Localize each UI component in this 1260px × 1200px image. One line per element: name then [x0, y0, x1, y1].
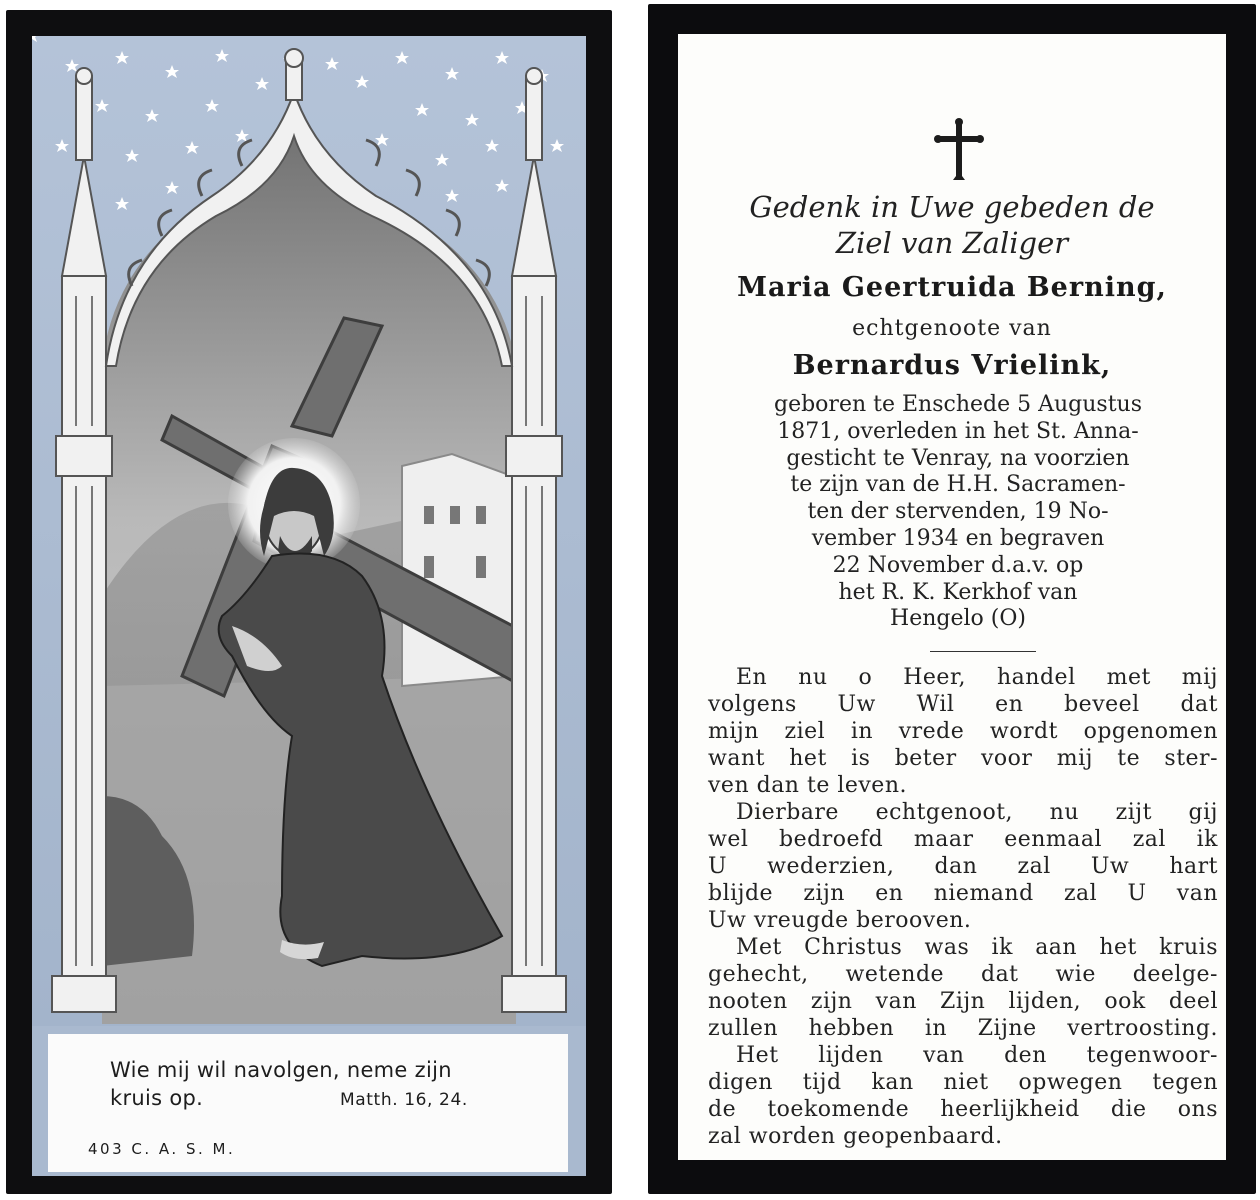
scripture-reference: Matth. 16, 24. — [340, 1090, 468, 1110]
biography-line: te zijn van de H.H. Sacramen- — [790, 472, 1126, 498]
card-back-panel — [678, 34, 1226, 1160]
caption-box — [48, 1034, 568, 1172]
biography-line: vember 1934 en begraven — [811, 525, 1105, 551]
spouse-name: Bernardus Vrielink, — [792, 350, 1112, 381]
biography-line: 1871, overleden in het St. Anna- — [777, 418, 1139, 444]
spouse-intro: echtgenoote van — [852, 316, 1052, 341]
biography-line: het R. K. Kerkhof van — [838, 579, 1078, 605]
deceased-name: Maria Geertruida Berning, — [737, 272, 1167, 303]
christ-carrying-cross-illustration — [32, 36, 586, 1026]
prayer-line: ven dan te leven. — [708, 773, 907, 798]
prayer-line: want het is beter voor mij te ster- — [708, 746, 1218, 771]
prayer-line: mijn ziel in vrede wordt opgenomen — [708, 719, 1218, 744]
biography — [708, 392, 1208, 633]
prayer-line: Het lijden van den tegenwoor- — [736, 1043, 1218, 1068]
divider — [930, 651, 1036, 652]
publisher-code: 403 C. A. S. M. — [88, 1140, 236, 1158]
prayer-line: nooten zijn van Zijn lijden, ook deel — [708, 989, 1218, 1014]
remembrance-heading-line1: Gedenk in Uwe gebeden de — [749, 190, 1155, 224]
biography-line: ten der stervenden, 19 No- — [807, 499, 1109, 525]
biography-line: gesticht te Venray, na voorzien — [786, 445, 1130, 471]
prayer-line: Dierbare echtgenoot, nu zijt gij — [736, 800, 1218, 825]
card-front-panel — [32, 36, 586, 1176]
prayer-line: Uw vreugde berooven. — [708, 908, 972, 933]
biography-line: 22 November d.a.v. op — [832, 552, 1084, 578]
prayer-line: U wederzien, dan zal Uw hart — [708, 854, 1218, 879]
prayer-line: blijde zijn en niemand zal U van — [708, 881, 1218, 906]
prayer-line: wel bedroefd maar eenmaal zal ik — [708, 827, 1218, 852]
prayer-line: Met Christus was ik aan het kruis — [736, 935, 1218, 960]
prayer-line: digen tijd kan niet opwegen tegen — [708, 1070, 1218, 1095]
biography-line: Hengelo (O) — [890, 606, 1026, 632]
prayer-line: de toekomende heerlijkheid die ons — [708, 1097, 1218, 1122]
prayer-line: zal worden geopenbaard. — [708, 1124, 1003, 1149]
remembrance-heading-line2: Ziel van Zaliger — [835, 226, 1069, 260]
biography-line: geboren te Enschede 5 Augustus — [774, 392, 1142, 417]
memorial-card-back — [648, 4, 1256, 1194]
scripture-quote-line2: kruis op. — [110, 1086, 204, 1110]
memorial-card-front — [6, 10, 612, 1194]
prayer-line: volgens Uw Wil en beveel dat — [708, 692, 1218, 717]
prayer-line: En nu o Heer, handel met mij — [736, 665, 1218, 690]
cross-icon — [934, 118, 984, 182]
prayer-text — [708, 664, 1218, 1150]
prayer-line: zullen hebben in Zijne vertroosting. — [708, 1016, 1218, 1041]
scripture-quote-line1: Wie mij wil navolgen, neme zijn — [110, 1058, 452, 1082]
prayer-line: gehecht, wetende dat wie deelge- — [708, 962, 1218, 987]
